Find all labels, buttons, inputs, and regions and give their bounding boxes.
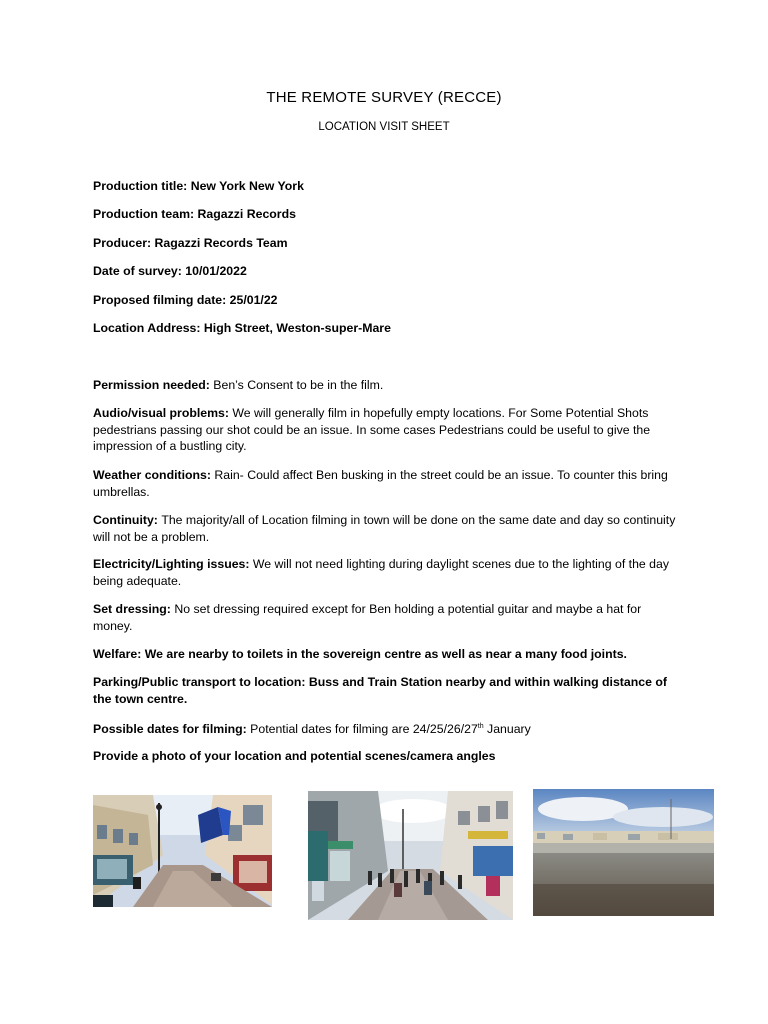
ordinal-suffix: th (477, 723, 484, 730)
field-value: Rain- Could affect Ben busking in the street could be an issue. To counter this bring umbrellas. (93, 468, 668, 499)
continuity-field (93, 512, 683, 545)
field-label: Location Address: (93, 321, 204, 335)
field-label: Parking/Public transport to location: (93, 675, 309, 689)
field-value: Potential dates for filming are 24/25/26/27 (250, 722, 478, 737)
field-label: Possible dates for filming: (93, 722, 251, 737)
location-photo-high-street-flags (93, 795, 272, 907)
field-label: Continuity: (93, 513, 162, 527)
welfare-field (93, 646, 683, 663)
field-label: Date of survey: (93, 264, 186, 278)
field-label: Production team: (93, 207, 198, 221)
production-team-field (93, 206, 683, 223)
field-label: Production title: (93, 179, 191, 193)
production-title-field (93, 178, 683, 195)
document-title: THE REMOTE SURVEY (RECCE) (266, 89, 502, 106)
field-label: Audio/visual problems: (93, 406, 233, 420)
street-photo-illustration (93, 795, 272, 907)
date-of-survey-field (93, 263, 683, 280)
field-label: Permission needed: (93, 378, 214, 392)
field-value-month: January (483, 722, 531, 737)
field-value: Ben’s Consent to be in the film. (213, 378, 384, 392)
field-value: Buss and Train Station nearby and within walking distance of the town centre. (93, 675, 667, 706)
beach-photo-illustration (533, 789, 714, 916)
field-value: We will generally film in hopefully empty locations. For Some Potential Shots pedestrians passing our shot could be an issue. In some cases Pedestrians could be useful to give the impression of a bustling city. (93, 406, 651, 453)
electricity-lighting-field (93, 556, 683, 589)
field-label: Weather conditions: (93, 468, 215, 482)
parking-transport-field (93, 674, 683, 707)
field-value: We are nearby to toilets in the sovereign centre as well as near a many food joints. (144, 647, 627, 661)
field-value: 10/01/2022 (185, 264, 247, 278)
possible-dates-field (93, 719, 683, 738)
field-value: No set dressing required except for Ben holding a potential guitar and maybe a hat for money. (93, 602, 642, 633)
field-label: Proposed filming date: (93, 293, 230, 307)
field-label: Electricity/Lighting issues: (93, 557, 253, 571)
audio-visual-problems-field (93, 405, 683, 455)
field-label: Provide a photo of your location and potential scenes/camera angles (93, 749, 496, 763)
field-value: New York New York (190, 179, 304, 193)
field-label: Welfare: (93, 647, 145, 661)
busy-street-photo-illustration (308, 791, 513, 920)
producer-field (93, 235, 683, 252)
permission-needed-field (93, 377, 683, 394)
field-label: Set dressing: (93, 602, 175, 616)
field-value: The majority/all of Location filming in town will be done on the same date and day so continuity will not be a problem. (93, 513, 676, 544)
field-value: High Street, Weston-super-Mare (203, 321, 391, 335)
field-value: We will not need lighting during daylight scenes due to the lighting of the day being adequate. (93, 557, 669, 588)
location-address-field (93, 320, 683, 337)
proposed-filming-date-field (93, 292, 683, 309)
weather-conditions-field (93, 467, 683, 500)
document-subtitle: LOCATION VISIT SHEET (318, 121, 450, 133)
set-dressing-field (93, 601, 683, 634)
field-value: Ragazzi Records (197, 207, 296, 221)
location-photo-busy-street (308, 791, 513, 920)
field-label: Producer: (93, 236, 155, 250)
photo-prompt (93, 748, 683, 765)
location-photo-seafront-beach (533, 789, 714, 916)
field-value: 25/01/22 (229, 293, 278, 307)
field-value: Ragazzi Records Team (154, 236, 288, 250)
